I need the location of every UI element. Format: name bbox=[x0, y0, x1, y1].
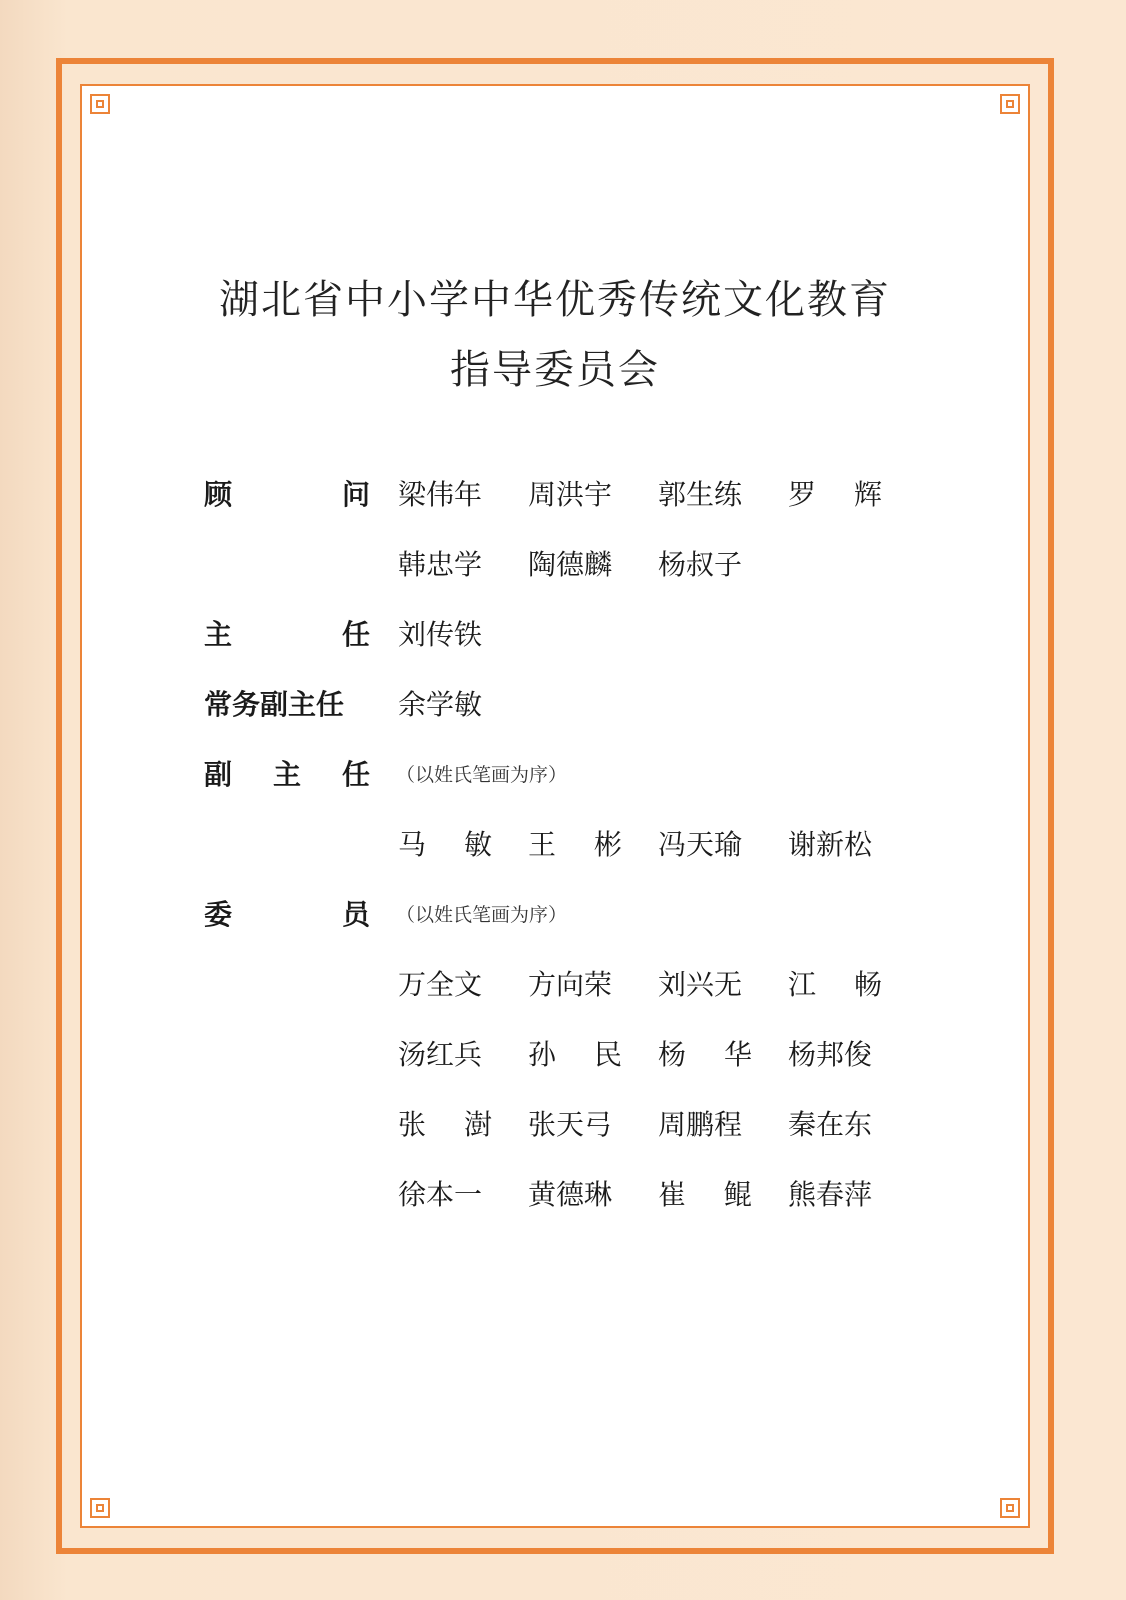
member-name: 方向荣 bbox=[528, 968, 613, 1001]
ordering-note: （以姓氏笔画为序） bbox=[396, 904, 568, 926]
member-name: 韩忠学 bbox=[398, 548, 483, 581]
role-label: 常务副主任 bbox=[204, 688, 345, 721]
member-name: 王 彬 bbox=[528, 828, 622, 861]
corner-ornament-icon bbox=[90, 1498, 110, 1518]
member-name: 黄德琳 bbox=[528, 1178, 613, 1211]
page-title-line-2: 指导委员会 bbox=[450, 347, 660, 393]
member-row bbox=[398, 1033, 898, 1073]
member-name: 陶德麟 bbox=[528, 548, 613, 581]
ordering-note: （以姓氏笔画为序） bbox=[396, 764, 568, 786]
corner-ornament-icon bbox=[1000, 94, 1020, 114]
member-name: 熊春萍 bbox=[788, 1178, 873, 1211]
member-row bbox=[398, 473, 898, 513]
member-name: 余学敏 bbox=[398, 688, 483, 721]
member-row bbox=[398, 613, 898, 653]
member-name: 马 敏 bbox=[398, 828, 492, 861]
member-name: 罗 辉 bbox=[788, 478, 882, 511]
member-name: 杨叔子 bbox=[658, 548, 743, 581]
member-name: 张天弓 bbox=[528, 1108, 613, 1141]
member-row bbox=[398, 543, 898, 583]
role-label: 顾 问 bbox=[204, 478, 370, 511]
page-title-line-1: 湖北省中小学中华优秀传统文化教育 bbox=[219, 277, 891, 323]
role-label: 委 员 bbox=[204, 898, 370, 931]
member-name: 孙 民 bbox=[528, 1038, 622, 1071]
member-name: 梁伟年 bbox=[398, 478, 483, 511]
member-name: 谢新松 bbox=[788, 828, 873, 861]
role-label: 副 主 任 bbox=[204, 758, 370, 791]
member-name: 江 畅 bbox=[788, 968, 882, 1001]
member-name: 周洪宇 bbox=[528, 478, 613, 511]
member-name: 秦在东 bbox=[788, 1108, 873, 1141]
member-row bbox=[398, 963, 898, 1003]
member-name: 冯天瑜 bbox=[658, 828, 743, 861]
member-name: 徐本一 bbox=[398, 1178, 483, 1211]
member-name: 张 澍 bbox=[398, 1108, 492, 1141]
member-row bbox=[398, 683, 898, 723]
role-label: 主 任 bbox=[204, 618, 370, 651]
member-name: 万全文 bbox=[398, 968, 483, 1001]
corner-ornament-icon bbox=[1000, 1498, 1020, 1518]
member-name: 杨邦俊 bbox=[788, 1038, 873, 1071]
member-name: 刘兴无 bbox=[658, 968, 743, 1001]
member-row bbox=[398, 1173, 898, 1213]
member-name: 杨 华 bbox=[658, 1038, 752, 1071]
corner-ornament-icon bbox=[90, 94, 110, 114]
member-name: 崔 鲲 bbox=[658, 1178, 752, 1211]
member-name: 周鹏程 bbox=[658, 1108, 743, 1141]
member-name: 刘传铁 bbox=[398, 618, 483, 651]
member-name: 汤红兵 bbox=[398, 1038, 483, 1071]
member-row bbox=[398, 1103, 898, 1143]
member-name: 郭生练 bbox=[658, 478, 743, 511]
member-row bbox=[398, 823, 898, 863]
